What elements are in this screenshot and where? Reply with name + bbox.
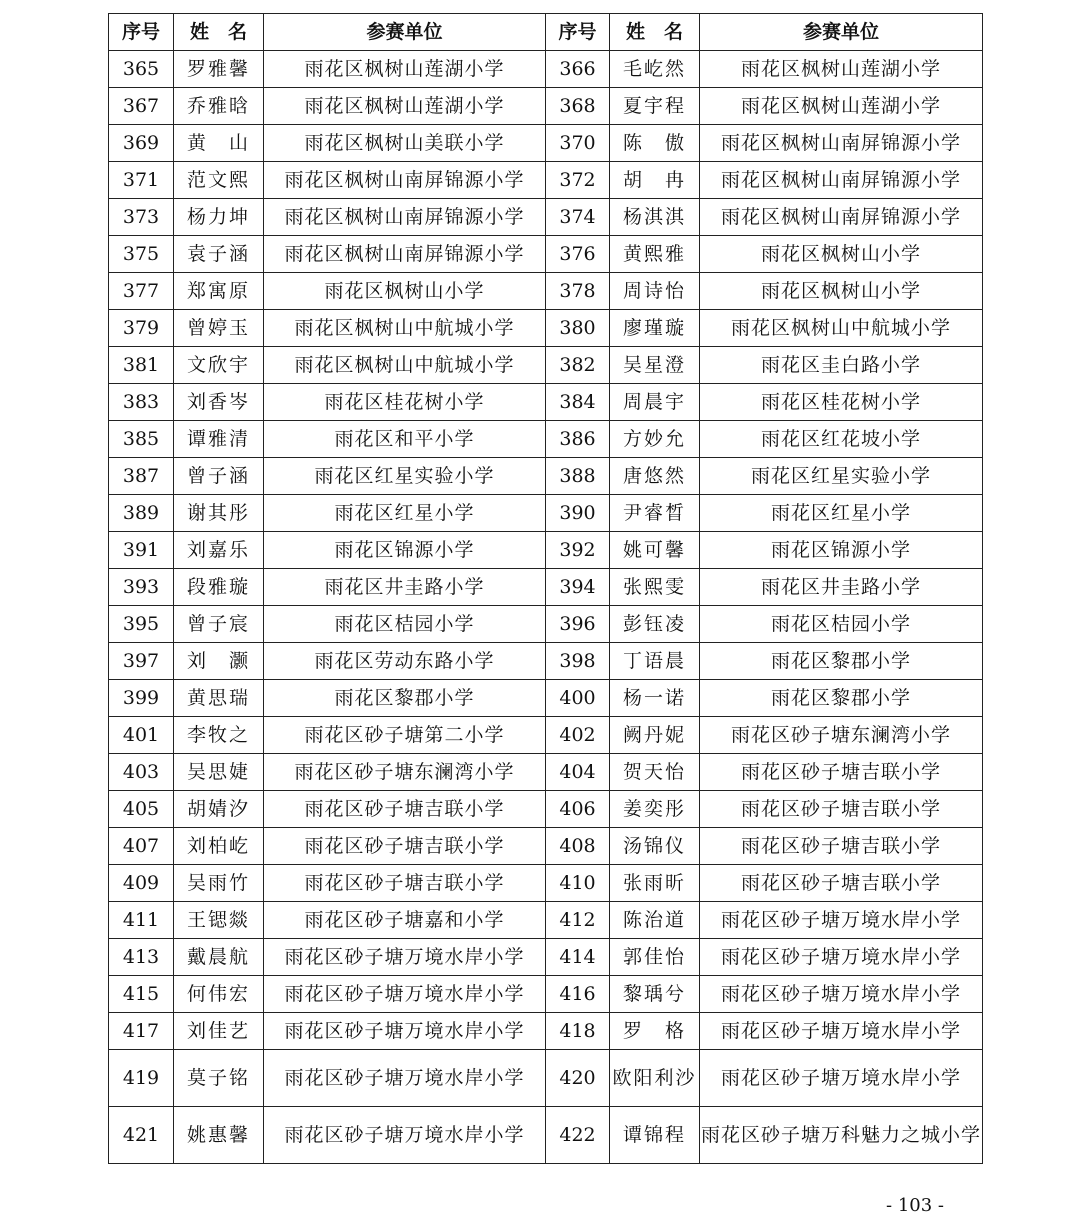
entry-name-left: 郑寓原 — [174, 273, 264, 310]
entry-number-right: 408 — [546, 828, 610, 865]
entry-number-right: 388 — [546, 458, 610, 495]
table-row — [109, 51, 983, 88]
entry-name-left: 谢其彤 — [174, 495, 264, 532]
entry-name-right: 毛屹然 — [610, 51, 700, 88]
entry-number-left: 393 — [109, 569, 174, 606]
entry-unit-left: 雨花区枫树山南屏锦源小学 — [264, 199, 546, 236]
entry-name-left: 袁子涵 — [174, 236, 264, 273]
entry-unit-right: 雨花区圭白路小学 — [700, 347, 983, 384]
table-row — [109, 236, 983, 273]
table-row — [109, 643, 983, 680]
entry-name-left: 莫子铭 — [174, 1050, 264, 1107]
entry-number-left: 383 — [109, 384, 174, 421]
entry-name-right: 周晨宇 — [610, 384, 700, 421]
entry-name-left: 刘柏屹 — [174, 828, 264, 865]
entry-number-right: 380 — [546, 310, 610, 347]
entry-number-right: 396 — [546, 606, 610, 643]
table-row — [109, 273, 983, 310]
entry-unit-right: 雨花区砂子塘万境水岸小学 — [700, 976, 983, 1013]
entry-unit-right: 雨花区砂子塘万科魅力之城小学 — [700, 1107, 983, 1164]
entry-unit-right: 雨花区锦源小学 — [700, 532, 983, 569]
entry-unit-right: 雨花区枫树山南屏锦源小学 — [700, 199, 983, 236]
entry-unit-left: 雨花区枫树山南屏锦源小学 — [264, 162, 546, 199]
entry-number-left: 381 — [109, 347, 174, 384]
entry-number-left: 409 — [109, 865, 174, 902]
entry-name-right: 尹睿晳 — [610, 495, 700, 532]
entry-unit-left: 雨花区桂花树小学 — [264, 384, 546, 421]
entry-number-right: 410 — [546, 865, 610, 902]
entry-unit-left: 雨花区劳动东路小学 — [264, 643, 546, 680]
table-row — [109, 384, 983, 421]
entry-number-right: 376 — [546, 236, 610, 273]
entry-name-right: 姚可馨 — [610, 532, 700, 569]
table-row — [109, 1050, 983, 1107]
table-row — [109, 1107, 983, 1164]
entry-unit-left: 雨花区枫树山美联小学 — [264, 125, 546, 162]
entry-unit-left: 雨花区红星小学 — [264, 495, 546, 532]
table-row — [109, 421, 983, 458]
entry-number-right: 420 — [546, 1050, 610, 1107]
entry-name-left: 曾子涵 — [174, 458, 264, 495]
table-body — [109, 51, 983, 1164]
entry-unit-left: 雨花区枫树山莲湖小学 — [264, 88, 546, 125]
entry-unit-right: 雨花区黎郡小学 — [700, 680, 983, 717]
entry-number-right: 386 — [546, 421, 610, 458]
entry-name-right: 张雨昕 — [610, 865, 700, 902]
entry-name-right: 黎瑀兮 — [610, 976, 700, 1013]
entry-unit-right: 雨花区砂子塘万境水岸小学 — [700, 1050, 983, 1107]
entry-number-right: 382 — [546, 347, 610, 384]
entry-name-right: 欧阳利沙 — [610, 1050, 700, 1107]
entry-name-left: 王锶燚 — [174, 902, 264, 939]
entry-number-right: 384 — [546, 384, 610, 421]
entry-unit-left: 雨花区砂子塘嘉和小学 — [264, 902, 546, 939]
entry-unit-left: 雨花区砂子塘万境水岸小学 — [264, 939, 546, 976]
table-row — [109, 939, 983, 976]
entry-name-left: 胡婧汐 — [174, 791, 264, 828]
entry-unit-right: 雨花区枫树山小学 — [700, 236, 983, 273]
entry-number-right: 366 — [546, 51, 610, 88]
entry-number-right: 406 — [546, 791, 610, 828]
entry-name-left: 段雅璇 — [174, 569, 264, 606]
entry-unit-left: 雨花区枫树山中航城小学 — [264, 310, 546, 347]
entry-number-left: 397 — [109, 643, 174, 680]
entry-unit-right: 雨花区枫树山小学 — [700, 273, 983, 310]
table-row — [109, 162, 983, 199]
table-row — [109, 532, 983, 569]
header-name-left: 姓 名 — [174, 14, 264, 51]
entry-unit-left: 雨花区砂子塘万境水岸小学 — [264, 1107, 546, 1164]
entry-number-left: 389 — [109, 495, 174, 532]
entry-unit-right: 雨花区红星小学 — [700, 495, 983, 532]
entry-unit-right: 雨花区黎郡小学 — [700, 643, 983, 680]
entry-number-left: 391 — [109, 532, 174, 569]
entry-number-right: 378 — [546, 273, 610, 310]
entry-number-left: 411 — [109, 902, 174, 939]
entry-name-right: 张熙雯 — [610, 569, 700, 606]
entry-name-left: 杨力坤 — [174, 199, 264, 236]
entry-unit-left: 雨花区和平小学 — [264, 421, 546, 458]
entry-name-right: 彭钰凌 — [610, 606, 700, 643]
entry-number-left: 371 — [109, 162, 174, 199]
entry-number-right: 392 — [546, 532, 610, 569]
entry-number-left: 401 — [109, 717, 174, 754]
entry-name-left: 黄 山 — [174, 125, 264, 162]
table-row — [109, 495, 983, 532]
entry-number-left: 403 — [109, 754, 174, 791]
entry-name-left: 姚惠馨 — [174, 1107, 264, 1164]
table-row — [109, 125, 983, 162]
entry-name-right: 吴星澄 — [610, 347, 700, 384]
entry-name-left: 罗雅馨 — [174, 51, 264, 88]
entry-number-left: 415 — [109, 976, 174, 1013]
entry-unit-right: 雨花区井圭路小学 — [700, 569, 983, 606]
table-row — [109, 976, 983, 1013]
entry-name-right: 贺天怡 — [610, 754, 700, 791]
entry-number-left: 419 — [109, 1050, 174, 1107]
participant-table — [108, 13, 983, 1164]
entry-number-right: 398 — [546, 643, 610, 680]
entry-name-left: 曾婷玉 — [174, 310, 264, 347]
entry-number-left: 375 — [109, 236, 174, 273]
entry-unit-right: 雨花区砂子塘吉联小学 — [700, 754, 983, 791]
table-row — [109, 828, 983, 865]
entry-unit-right: 雨花区红星实验小学 — [700, 458, 983, 495]
entry-name-left: 黄思瑞 — [174, 680, 264, 717]
entry-number-right: 394 — [546, 569, 610, 606]
entry-unit-left: 雨花区枫树山莲湖小学 — [264, 51, 546, 88]
header-unit-right: 参赛单位 — [700, 14, 983, 51]
entry-unit-left: 雨花区砂子塘万境水岸小学 — [264, 976, 546, 1013]
page-number: - 103 - — [886, 1195, 944, 1216]
entry-name-right: 杨淇淇 — [610, 199, 700, 236]
entry-name-right: 姜奕彤 — [610, 791, 700, 828]
entry-unit-right: 雨花区砂子塘万境水岸小学 — [700, 939, 983, 976]
header-unit-left: 参赛单位 — [264, 14, 546, 51]
table-row — [109, 717, 983, 754]
entry-unit-right: 雨花区枫树山莲湖小学 — [700, 51, 983, 88]
entry-unit-left: 雨花区枫树山小学 — [264, 273, 546, 310]
entry-number-left: 373 — [109, 199, 174, 236]
entry-name-right: 黄熙雅 — [610, 236, 700, 273]
table-row — [109, 347, 983, 384]
table-row — [109, 865, 983, 902]
entry-number-left: 377 — [109, 273, 174, 310]
entry-name-right: 罗 格 — [610, 1013, 700, 1050]
entry-unit-right: 雨花区砂子塘吉联小学 — [700, 791, 983, 828]
table-row — [109, 88, 983, 125]
entry-name-right: 汤锦仪 — [610, 828, 700, 865]
entry-name-right: 廖瑾璇 — [610, 310, 700, 347]
header-num-right: 序号 — [546, 14, 610, 51]
entry-name-left: 刘嘉乐 — [174, 532, 264, 569]
entry-name-left: 范文熙 — [174, 162, 264, 199]
entry-unit-left: 雨花区砂子塘万境水岸小学 — [264, 1013, 546, 1050]
entry-name-left: 吴思婕 — [174, 754, 264, 791]
entry-name-right: 丁语晨 — [610, 643, 700, 680]
entry-name-right: 唐悠然 — [610, 458, 700, 495]
entry-unit-right: 雨花区桔园小学 — [700, 606, 983, 643]
entry-unit-left: 雨花区砂子塘第二小学 — [264, 717, 546, 754]
entry-name-right: 周诗怡 — [610, 273, 700, 310]
entry-name-right: 郭佳怡 — [610, 939, 700, 976]
header-name-right: 姓 名 — [610, 14, 700, 51]
entry-unit-right: 雨花区枫树山南屏锦源小学 — [700, 125, 983, 162]
entry-number-left: 395 — [109, 606, 174, 643]
entry-unit-left: 雨花区红星实验小学 — [264, 458, 546, 495]
entry-name-right: 杨一诺 — [610, 680, 700, 717]
entry-unit-left: 雨花区黎郡小学 — [264, 680, 546, 717]
entry-number-left: 399 — [109, 680, 174, 717]
entry-number-right: 368 — [546, 88, 610, 125]
entry-number-right: 370 — [546, 125, 610, 162]
entry-number-right: 374 — [546, 199, 610, 236]
entry-number-right: 414 — [546, 939, 610, 976]
entry-number-left: 413 — [109, 939, 174, 976]
entry-number-right: 402 — [546, 717, 610, 754]
entry-name-right: 谭锦程 — [610, 1107, 700, 1164]
table-row — [109, 199, 983, 236]
entry-number-right: 390 — [546, 495, 610, 532]
table-row — [109, 902, 983, 939]
entry-unit-right: 雨花区砂子塘万境水岸小学 — [700, 1013, 983, 1050]
entry-name-left: 李牧之 — [174, 717, 264, 754]
entry-name-right: 阙丹妮 — [610, 717, 700, 754]
entry-name-right: 陈治道 — [610, 902, 700, 939]
table-row — [109, 458, 983, 495]
entry-name-left: 刘 灏 — [174, 643, 264, 680]
entry-number-right: 422 — [546, 1107, 610, 1164]
entry-number-left: 421 — [109, 1107, 174, 1164]
entry-number-right: 412 — [546, 902, 610, 939]
table-row — [109, 1013, 983, 1050]
entry-number-left: 379 — [109, 310, 174, 347]
entry-unit-left: 雨花区砂子塘吉联小学 — [264, 791, 546, 828]
entry-number-right: 400 — [546, 680, 610, 717]
table-row — [109, 310, 983, 347]
entry-unit-right: 雨花区枫树山南屏锦源小学 — [700, 162, 983, 199]
entry-unit-left: 雨花区枫树山南屏锦源小学 — [264, 236, 546, 273]
entry-name-left: 吴雨竹 — [174, 865, 264, 902]
entry-number-left: 417 — [109, 1013, 174, 1050]
entry-name-left: 刘佳艺 — [174, 1013, 264, 1050]
table-row — [109, 791, 983, 828]
entry-name-right: 陈 傲 — [610, 125, 700, 162]
entry-unit-right: 雨花区桂花树小学 — [700, 384, 983, 421]
entry-unit-right: 雨花区砂子塘吉联小学 — [700, 865, 983, 902]
entry-name-right: 胡 冉 — [610, 162, 700, 199]
entry-number-right: 416 — [546, 976, 610, 1013]
table-row — [109, 680, 983, 717]
entry-unit-right: 雨花区枫树山莲湖小学 — [700, 88, 983, 125]
table-row — [109, 754, 983, 791]
entry-name-left: 曾子宸 — [174, 606, 264, 643]
entry-unit-left: 雨花区砂子塘吉联小学 — [264, 865, 546, 902]
entry-number-right: 418 — [546, 1013, 610, 1050]
entry-unit-left: 雨花区砂子塘万境水岸小学 — [264, 1050, 546, 1107]
entry-name-left: 乔雅晗 — [174, 88, 264, 125]
table-header-row — [109, 14, 983, 51]
entry-unit-left: 雨花区井圭路小学 — [264, 569, 546, 606]
entry-unit-left: 雨花区桔园小学 — [264, 606, 546, 643]
entry-unit-right: 雨花区砂子塘东澜湾小学 — [700, 717, 983, 754]
entry-number-right: 404 — [546, 754, 610, 791]
table-row — [109, 569, 983, 606]
entry-unit-left: 雨花区砂子塘东澜湾小学 — [264, 754, 546, 791]
entry-name-right: 夏宇程 — [610, 88, 700, 125]
entry-number-left: 407 — [109, 828, 174, 865]
entry-unit-right: 雨花区砂子塘吉联小学 — [700, 828, 983, 865]
entry-number-right: 372 — [546, 162, 610, 199]
entry-unit-right: 雨花区砂子塘万境水岸小学 — [700, 902, 983, 939]
entry-unit-right: 雨花区枫树山中航城小学 — [700, 310, 983, 347]
entry-name-left: 谭雅清 — [174, 421, 264, 458]
entry-unit-left: 雨花区砂子塘吉联小学 — [264, 828, 546, 865]
entry-number-left: 369 — [109, 125, 174, 162]
table-row — [109, 606, 983, 643]
entry-name-right: 方妙允 — [610, 421, 700, 458]
entry-unit-left: 雨花区锦源小学 — [264, 532, 546, 569]
entry-number-left: 367 — [109, 88, 174, 125]
entry-name-left: 何伟宏 — [174, 976, 264, 1013]
entry-number-left: 387 — [109, 458, 174, 495]
entry-number-left: 385 — [109, 421, 174, 458]
entry-unit-left: 雨花区枫树山中航城小学 — [264, 347, 546, 384]
entry-name-left: 文欣宇 — [174, 347, 264, 384]
entry-unit-right: 雨花区红花坡小学 — [700, 421, 983, 458]
entry-number-left: 405 — [109, 791, 174, 828]
entry-name-left: 戴晨航 — [174, 939, 264, 976]
page-number-bar — [0, 1196, 1080, 1216]
header-num-left: 序号 — [109, 14, 174, 51]
entry-name-left: 刘香岑 — [174, 384, 264, 421]
entry-number-left: 365 — [109, 51, 174, 88]
